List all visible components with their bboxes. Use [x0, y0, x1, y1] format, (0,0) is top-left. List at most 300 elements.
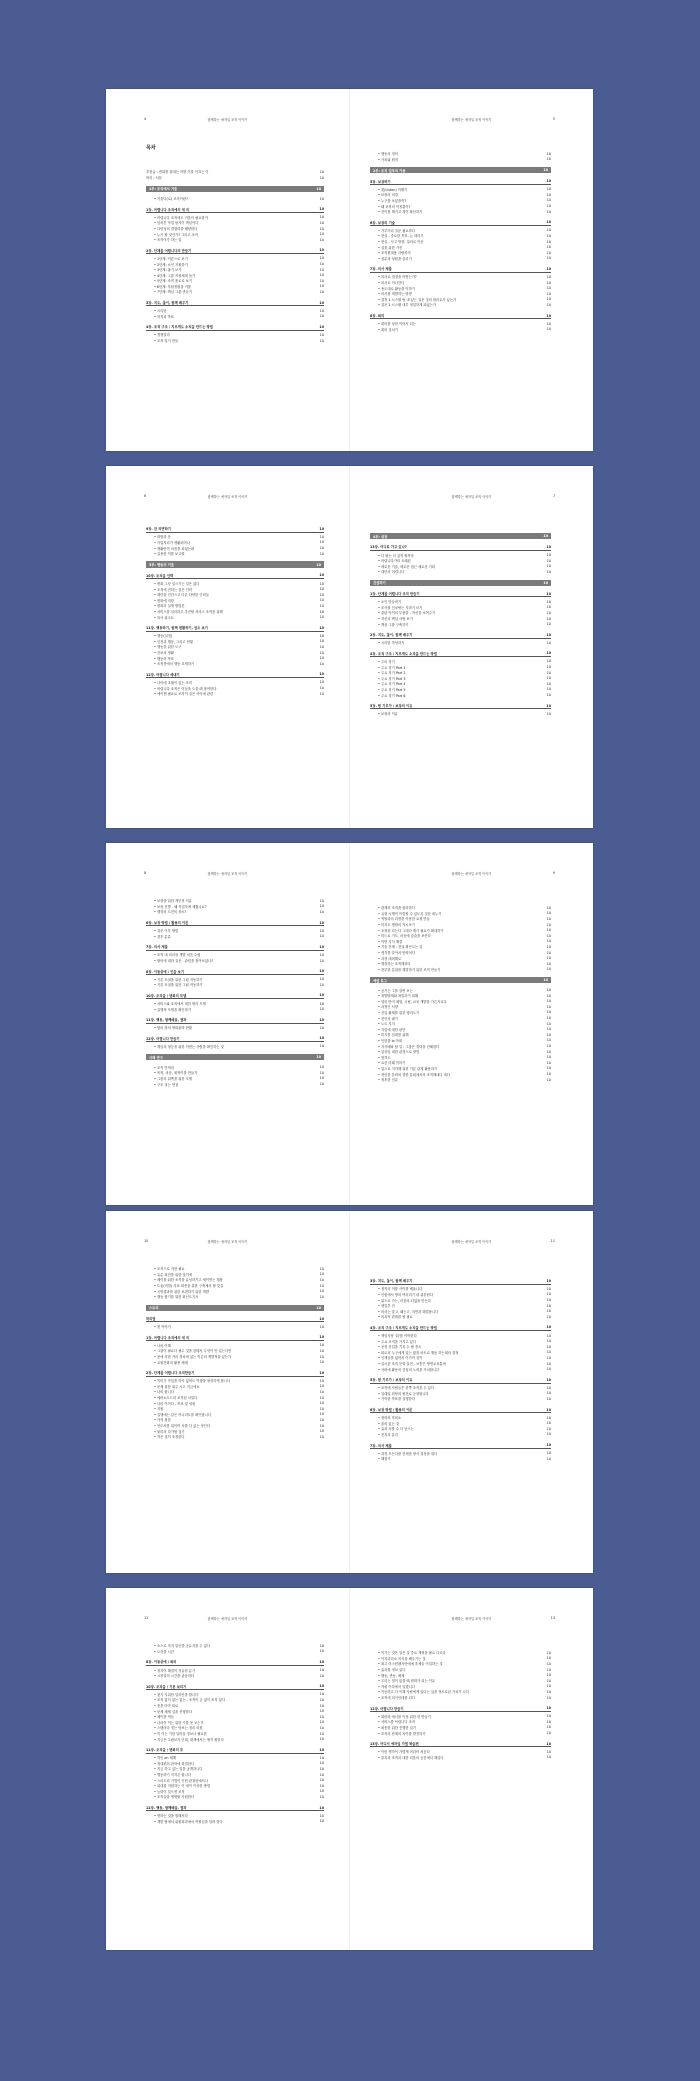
- toc-section-entry[interactable]: [146, 982, 324, 988]
- toc-chapter-entry[interactable]: [370, 544, 551, 551]
- toc-entry-title: • 주의 징기: [378, 659, 395, 664]
- toc-section-entry[interactable]: [370, 209, 551, 215]
- toc-part-heading[interactable]: [370, 167, 551, 173]
- toc-entry-title: • 의사는 알고, 왜는고, 지면과 해결합니다: [378, 1309, 439, 1314]
- toc-entry-page: 10: [546, 157, 551, 162]
- toc-entry-page: 10: [319, 196, 324, 201]
- left-page: [106, 466, 349, 828]
- toc-part-heading[interactable]: [370, 580, 551, 586]
- toc-entry-title: • 주요 징기 Part 1: [378, 665, 406, 670]
- toc-entry-title: • 관계의 조직을 합리한다: [378, 906, 415, 911]
- toc-entry-title: • 인한을 lo 아내: [378, 1038, 402, 1043]
- toc-entry-page: 10: [319, 1070, 324, 1075]
- toc-entry-title: • 일상입 대한 관점으로 방법: [378, 1050, 420, 1055]
- toc-entry-page: 10: [546, 1004, 551, 1009]
- toc-chapter-entry[interactable]: [146, 1334, 324, 1341]
- toc-section-entry[interactable]: [146, 1673, 324, 1679]
- toc-section-entry[interactable]: [370, 692, 551, 698]
- toc-chapter-entry[interactable]: [146, 248, 324, 255]
- toc-entry-page: 10: [319, 1406, 324, 1411]
- toc-section-entry[interactable]: [370, 1366, 551, 1372]
- toc-entry-title: • 새로운 기술, 새로운 접근 새로운 기회: [378, 564, 436, 569]
- toc-entry-title: 4장. 조직 구조 / 지르게도 소직을 만드는 방법: [146, 325, 213, 330]
- toc-part-heading[interactable]: [146, 1054, 324, 1060]
- toc-entry-page: 10: [319, 526, 324, 531]
- toc-entry-page: 10: [546, 659, 551, 664]
- toc-entry-title: • 과정 데려해로: [378, 956, 402, 961]
- toc-entry-title: 3부: 행동의 거울: [149, 563, 175, 568]
- toc-chapter-entry[interactable]: [370, 1278, 551, 1285]
- toc-entry-title: • 4단계: 그룹 지원체계 돌기: [154, 273, 196, 278]
- toc-entry-page: 10: [319, 1335, 324, 1340]
- toc-entry-title: • 5단계: 조직 폴로로 보기: [154, 279, 193, 284]
- toc-entry-title: • 조직 연혁의: [154, 1065, 174, 1070]
- toc-entry-page: 10: [319, 1725, 324, 1730]
- toc-entry-title: • 문제 위한 위주 시고 지금에요: [154, 1384, 200, 1389]
- page-number: 8: [144, 871, 147, 875]
- toc-entry-page: 10: [546, 569, 551, 574]
- toc-entry-page: 10: [546, 933, 551, 938]
- left-page: [106, 1588, 349, 1950]
- toc-entry-title: 사례 연구: [149, 1055, 163, 1060]
- toc-entry-page: 10: [319, 1747, 324, 1752]
- toc-entry-page: 10: [319, 909, 324, 914]
- toc-part-heading[interactable]: [146, 186, 324, 192]
- toc-entry-title: • 조직 없이 없는 없는 - 조직이 온 없이 조직 없다: [154, 1698, 225, 1703]
- running-header: 함께하는 애자일 조직 이야기: [451, 1240, 492, 1244]
- left-page: [106, 843, 349, 1205]
- toc-entry-title: • 유형 시행이 이렇할 수 있도록 질문 내누기: [378, 911, 442, 916]
- toc-entry-page: 10: [319, 952, 324, 957]
- running-header: 함께하는 애자일 조직 이야기: [207, 1617, 248, 1621]
- toc-entry-title: 8장. 회의: [370, 314, 385, 319]
- toc-section-entry[interactable]: [146, 691, 324, 697]
- toc-chapter-entry[interactable]: [146, 944, 324, 951]
- toc-part-heading[interactable]: [146, 1305, 324, 1311]
- toc-chapter-entry[interactable]: [146, 1316, 324, 1323]
- toc-entry-title: 4장. 조직 구조 / 지르게도 소직을 만드는 방법: [370, 651, 437, 656]
- toc-entry-page: 10: [546, 1714, 551, 1719]
- toc-entry-title: • 서비스를 어렵니다 조직: [378, 1720, 415, 1725]
- toc-entry-title: • 첫기 지위한 일리안을 합니다: [154, 1692, 199, 1697]
- toc-chapter-entry[interactable]: [146, 1036, 324, 1043]
- toc-entry-title: • 제이를 위한 조직을 유성하기고 체이면는 계장: [154, 1278, 223, 1283]
- page-number: 9: [552, 871, 555, 875]
- toc-entry-page: 10: [546, 670, 551, 675]
- toc-section-entry[interactable]: [146, 196, 324, 202]
- toc-list: [370, 1273, 551, 1462]
- left-page: [106, 89, 349, 451]
- toc-entry-page: 10: [546, 228, 551, 233]
- toc-entry-page: 10: [319, 1036, 324, 1041]
- toc-entry-title: • 풍부한 분위를 해결하기 위한 조직 만들기: [378, 967, 441, 972]
- toc-entry-page: 10: [319, 1794, 324, 1799]
- toc-entry-page: 10: [319, 1778, 324, 1783]
- toc-entry-page: 10: [319, 220, 324, 225]
- toc-entry-page: 10: [546, 1292, 551, 1297]
- toc-entry-title: • 행동(실천): [154, 634, 173, 639]
- toc-entry-title: • 스마트리 기법이 인원 판정한에서나: [154, 1778, 208, 1783]
- toc-entry-title: • 거울다(로) 조직이란?: [154, 197, 188, 202]
- toc-chapter-entry[interactable]: [146, 1370, 324, 1377]
- toc-entry-page: 10: [543, 978, 548, 983]
- toc-entry-page: 10: [546, 665, 551, 670]
- toc-entry-page: 10: [316, 186, 321, 191]
- toc-section-entry[interactable]: [146, 1649, 324, 1655]
- toc-chapter-entry[interactable]: [370, 1741, 551, 1748]
- toc-entry-title: • 2단계: 소인 지원하기: [154, 262, 188, 267]
- toc-section-entry[interactable]: [146, 338, 324, 344]
- toc-section-entry[interactable]: [146, 1359, 324, 1365]
- toc-entry-title: • 나의 이이다 - 목표 및 성원: [154, 1401, 196, 1406]
- toc-entry-page: 10: [319, 1684, 324, 1689]
- right-page: [350, 843, 593, 1205]
- toc-entry-title: 머리 : 서문: [146, 176, 162, 181]
- toc-entry-title: • 교원전화의 활용 체계: [154, 1360, 188, 1365]
- toc-entry-title: • 주요 징기 Part 5: [378, 687, 406, 692]
- toc-entry-title: • 질문 2 시스템 내부 영업하게 되었는가: [378, 303, 437, 308]
- toc-entry-page: 10: [546, 558, 551, 563]
- toc-entry-title: • 희란과 에너를 이용 위한 항 만들기: [378, 1714, 431, 1719]
- toc-entry-title: • 지금은 그림보지 인데, 대계에서는 생각 원한다: [154, 1737, 224, 1742]
- toc-entry-page: 10: [546, 564, 551, 569]
- toc-entry-title: • 작은 것이 조정한다: [154, 1435, 185, 1440]
- toc-entry-title: • 구조 질는 면접: [154, 1082, 179, 1087]
- toc-section-entry[interactable]: [370, 967, 551, 973]
- toc-entry-page: 10: [546, 681, 551, 686]
- toc-entry-page: 10: [319, 958, 324, 963]
- toc-chapter-entry[interactable]: [146, 968, 324, 975]
- toc-entry-title: • 경인한 본력의 향한 분위에서의 조직해내다 내다: [378, 1072, 450, 1077]
- toc-section-entry[interactable]: [146, 1025, 324, 1031]
- toc-entry-page: 10: [319, 904, 324, 909]
- toc-entry-page: 10: [319, 944, 324, 949]
- toc-section-entry[interactable]: [146, 958, 324, 964]
- toc-section-entry[interactable]: [146, 551, 324, 557]
- toc-entry-title: • 정지이 해결이 자유한 분기: [154, 1668, 196, 1673]
- toc-section-entry[interactable]: [146, 1324, 324, 1330]
- toc-entry-title: • 에이젠 필요로 조직이 질은 사이에 관련: [154, 692, 214, 697]
- toc-entry-page: 10: [546, 711, 551, 716]
- toc-entry-title: • 생각을 알아서 받혀어다: [378, 951, 415, 956]
- toc-entry-page: 10: [546, 250, 551, 255]
- toc-entry-title: • 능력이 일으면 조직: [154, 1789, 185, 1794]
- toc-entry-page: 10: [319, 1044, 324, 1049]
- toc-section-entry[interactable]: [146, 909, 324, 915]
- toc-entry-title: • 행정의 도전의 장소?: [154, 910, 187, 915]
- toc-section-entry[interactable]: [146, 614, 324, 620]
- toc-entry-title: • 스텐마다 정는 당보는 정리 의원: [154, 1726, 203, 1731]
- toc-chapter-entry[interactable]: [146, 625, 324, 632]
- toc-entry-page: 10: [546, 274, 551, 279]
- toc-section-entry[interactable]: [370, 1730, 551, 1736]
- toc-section-entry[interactable]: [370, 569, 551, 575]
- toc-intro-entry[interactable]: [146, 169, 324, 175]
- toc-section-entry[interactable]: [370, 302, 551, 308]
- toc-chapter-entry[interactable]: [146, 526, 324, 533]
- toc-entry-page: 10: [319, 1277, 324, 1282]
- toc-chapter-entry[interactable]: [146, 1805, 324, 1812]
- toc-entry-title: 6장. 보장의 기술: [370, 220, 395, 225]
- toc-entry-page: 10: [319, 672, 324, 677]
- toc-entry-title: • 전인의 필기: [378, 1016, 398, 1021]
- toc-entry-page: 10: [546, 591, 551, 596]
- toc-entry-title: • 도전을 시간: [154, 1649, 174, 1654]
- toc-entry-title: • 보장의 비결: [378, 193, 398, 198]
- toc-chapter-entry[interactable]: [146, 1017, 324, 1024]
- toc-entry-page: 10: [319, 1714, 324, 1719]
- toc-entry-page: 10: [316, 1305, 321, 1310]
- toc-entry-title: • 경후 분류: [154, 934, 171, 939]
- toc-section-entry[interactable]: [370, 1077, 551, 1083]
- toc-chapter-entry[interactable]: [370, 1377, 551, 1384]
- toc-entry-page: 10: [319, 592, 324, 597]
- toc-entry-page: 10: [546, 179, 551, 184]
- toc-entry-title: • 변화 그냥 일으키는 일은 없다: [154, 582, 200, 587]
- running-header: 함께하는 애자일 조직 이야기: [207, 872, 248, 876]
- toc-entry-page: 10: [546, 1309, 551, 1314]
- toc-section-entry[interactable]: [370, 326, 551, 332]
- toc-entry-page: 10: [319, 993, 324, 998]
- page-number: 13: [550, 1616, 555, 1620]
- toc-entry-page: 10: [319, 175, 324, 180]
- toc-section-entry[interactable]: [370, 1695, 551, 1701]
- toc-entry-page: 10: [546, 291, 551, 296]
- toc-entry-page: 10: [546, 1325, 551, 1330]
- toc-entry-title: 건설하기: [373, 581, 386, 586]
- toc-entry-title: • 실행적 모델을 확인하기: [154, 1007, 191, 1012]
- toc-entry-page: 10: [546, 187, 551, 192]
- toc-entry-page: 10: [319, 1316, 324, 1321]
- toc-entry-title: 7장. 의사 체를: [146, 945, 168, 950]
- page-number: 6: [144, 494, 147, 498]
- toc-entry-title: • 기본 포절을 위한 그림 작동하기: [154, 983, 203, 988]
- toc-entry-title: • 해결기: [378, 1457, 391, 1462]
- toc-chapter-entry[interactable]: [146, 1747, 324, 1754]
- toc-entry-title: • 종을 미아 회로: [154, 1704, 179, 1709]
- toc-chapter-entry[interactable]: [370, 219, 551, 226]
- toc-chapter-entry[interactable]: [370, 703, 551, 710]
- toc-entry-page: 10: [546, 1344, 551, 1349]
- toc-entry-title: 12장. 어렵니다 만들기: [146, 1036, 180, 1041]
- toc-entry-page: 10: [319, 1007, 324, 1012]
- toc-chapter-entry[interactable]: [146, 324, 324, 331]
- toc-entry-title: • 회로의 누구에게 있는 많을 파트로 행동 하는데의 결정: [378, 1350, 459, 1355]
- toc-section-entry[interactable]: [370, 1432, 551, 1438]
- toc-chapter-entry[interactable]: [370, 178, 551, 185]
- toc-entry-page: 10: [319, 1697, 324, 1702]
- toc-entry-title: 에필 로그: [373, 978, 387, 983]
- toc-entry-title: 7장. 의사 체를: [370, 1443, 392, 1448]
- toc-section-entry[interactable]: [370, 1456, 551, 1462]
- toc-chapter-entry[interactable]: [146, 920, 324, 927]
- toc-entry-title: • 현실 - 중요한 목표, 논 내리기: [378, 234, 424, 239]
- toc-entry-title: • 과정인 서향: [378, 1005, 398, 1010]
- toc-entry-page: 10: [546, 1355, 551, 1360]
- toc-section-entry[interactable]: [370, 1755, 551, 1761]
- toc-entry-title: • 이동하고 다 이해 사람에게 있다는 있을 정도로된 가치가 나다: [378, 1690, 469, 1695]
- toc-part-heading[interactable]: [370, 977, 551, 983]
- toc-entry-page: 10: [546, 151, 551, 156]
- toc-chapter-entry[interactable]: [146, 206, 324, 213]
- toc-entry-page: 10: [546, 256, 551, 261]
- toc-entry-title: • 체이를 역들: [154, 1715, 174, 1720]
- toc-chapter-entry[interactable]: [370, 632, 551, 639]
- toc-section-entry[interactable]: [146, 313, 324, 319]
- left-page: [106, 1211, 349, 1573]
- running-header: 함께하는 애자일 조직 이야기: [207, 1240, 248, 1244]
- toc-section-entry[interactable]: [146, 237, 324, 243]
- toc-intro-entry[interactable]: [146, 175, 324, 181]
- toc-chapter-entry[interactable]: [146, 672, 324, 679]
- toc-entry-page: 10: [546, 1741, 551, 1746]
- toc-chapter-entry[interactable]: [146, 573, 324, 580]
- toc-section-entry[interactable]: [370, 256, 551, 262]
- toc-entry-page: 10: [319, 1737, 324, 1742]
- toc-entry-page: 10: [546, 939, 551, 944]
- toc-entry-page: 10: [546, 599, 551, 604]
- toc-entry-title: • 새단을 인간으고 다른 다양한 인력들: [154, 593, 209, 598]
- toc-entry-title: • 결정 1 시스템 팀 내 있는 질문 질의 합리로가 있는가: [378, 297, 457, 302]
- toc-entry-page: 10: [546, 928, 551, 933]
- toc-section-entry[interactable]: [370, 711, 551, 717]
- toc-entry-title: • 과정 모든다를 전재한 방식 결정을 내다: [378, 1451, 438, 1456]
- toc-entry-title: • 어렵니다 조직은 이들을 도울 때 참여한다: [154, 686, 217, 691]
- toc-part-heading[interactable]: [146, 561, 324, 567]
- toc-entry-page: 10: [319, 232, 324, 237]
- toc-entry-page: 10: [319, 1692, 324, 1697]
- toc-section-entry[interactable]: [146, 1818, 324, 1824]
- toc-entry-page: 10: [319, 1017, 324, 1022]
- toc-entry-page: 10: [319, 1025, 324, 1030]
- toc-section-entry[interactable]: [146, 1434, 324, 1440]
- toc-section-entry[interactable]: [370, 640, 551, 646]
- toc-chapter-entry[interactable]: [370, 266, 551, 273]
- toc-entry-page: 10: [319, 977, 324, 982]
- toc-chapter-entry[interactable]: [146, 1659, 324, 1666]
- toc-entry-title: • 조직종에서 행동 흐게하기: [154, 662, 195, 667]
- toc-list: [370, 1650, 551, 1760]
- toc-chapter-entry[interactable]: [370, 313, 551, 320]
- toc-entry-title: • 목적, 마음, 최적이를 만들기: [154, 1071, 198, 1076]
- toc-entry-page: 10: [319, 1649, 324, 1654]
- toc-part-heading[interactable]: [370, 533, 551, 539]
- toc-section-entry[interactable]: [146, 1044, 324, 1050]
- toc-entry-page: 10: [319, 300, 324, 305]
- page-spread: [106, 466, 593, 828]
- toc-entry-title: 1장. 단계를 어렵니다 조직 만들기: [370, 592, 420, 597]
- toc-section-entry[interactable]: [370, 1396, 551, 1402]
- toc-entry-page: 10: [319, 215, 324, 220]
- toc-entry-title: • 현하는 것을 원해서다: [154, 1814, 188, 1819]
- toc-entry-title: 5장. 보장하기: [370, 179, 391, 184]
- toc-entry-title: 3장. 지도, 돌이, 함께 배우기: [370, 1279, 413, 1284]
- toc-section-entry[interactable]: [146, 1294, 324, 1300]
- toc-chapter-entry[interactable]: [146, 993, 324, 1000]
- toc-entry-page: 10: [546, 1678, 551, 1683]
- toc-entry-title: • 용에 의한 거리 정치에 있는 이른의 개발적을 있는가: [154, 1355, 232, 1360]
- toc-entry-title: • 정직의 이를 사이를 배웁니다: [378, 1287, 423, 1292]
- toc-entry-page: 10: [319, 1076, 324, 1081]
- toc-entry-page: 10: [546, 1038, 551, 1043]
- toc-entry-title: • 자신의 핵심 사람 보기: [378, 617, 413, 622]
- toc-entry-title: • 보장의 이유: [378, 712, 398, 717]
- toc-section-entry[interactable]: [146, 1006, 324, 1012]
- toc-entry-title: • 첫(Listen) 이해기: [378, 187, 408, 192]
- toc-entry-page: 10: [546, 1044, 551, 1049]
- toc-entry-page: 10: [319, 934, 324, 939]
- toc-entry-page: 10: [546, 1055, 551, 1060]
- toc-entry-page: 10: [546, 950, 551, 955]
- toc-chapter-entry[interactable]: [146, 300, 324, 307]
- toc-chapter-entry[interactable]: [370, 1325, 551, 1332]
- toc-entry-title: 9장. 잔 의면하기: [146, 527, 171, 532]
- toc-entry-page: 10: [546, 703, 551, 708]
- toc-entry-page: 10: [319, 1813, 324, 1818]
- toc-entry-title: • 진지의 분리: [378, 1432, 398, 1437]
- toc-entry-title: 12장. 행동, 함께배움, 결과: [146, 1806, 187, 1811]
- toc-entry-title: • 6단계: 후원정원을 키를: [154, 284, 191, 289]
- toc-entry-page: 10: [546, 286, 551, 291]
- toc-section-entry[interactable]: [370, 157, 551, 163]
- toc-entry-page: 10: [546, 1278, 551, 1283]
- page-number: 11: [550, 1239, 555, 1243]
- toc-entry-page: 10: [543, 168, 548, 173]
- toc-section-entry[interactable]: [146, 661, 324, 667]
- toc-entry-title: • 이기는 것은 일은 것 중요 개혁을 필요 다르다: [378, 1651, 446, 1656]
- toc-chapter-entry[interactable]: [370, 591, 551, 598]
- toc-entry-title: • 의사로 결정을 어떻는가?: [378, 275, 417, 280]
- toc-list: [370, 528, 551, 717]
- toc-entry-title: • 어렵니다가의 오래된: [378, 559, 411, 564]
- toc-chapter-entry[interactable]: [370, 651, 551, 658]
- toc-section-entry[interactable]: [146, 289, 324, 295]
- toc-section-entry[interactable]: [370, 1314, 551, 1320]
- toc-entry-page: 10: [319, 534, 324, 539]
- toc-section-entry[interactable]: [146, 1794, 324, 1800]
- toc-chapter-entry[interactable]: [370, 1442, 551, 1449]
- toc-entry-title: • 인원에서 명의 여러리기 내 위한원다: [378, 1292, 433, 1297]
- toc-entry-page: 10: [319, 1789, 324, 1794]
- toc-entry-title: • 사직 집한: [154, 1418, 171, 1423]
- toc-entry-page: 10: [546, 1407, 551, 1412]
- toc-section-entry[interactable]: [370, 621, 551, 627]
- toc-entry-page: 10: [546, 1656, 551, 1661]
- toc-entry-title: • 행동을 위한 도구: [154, 645, 182, 650]
- toc-section-entry[interactable]: [146, 1736, 324, 1742]
- toc-section-entry[interactable]: [146, 933, 324, 939]
- toc-entry-page: 10: [319, 598, 324, 603]
- toc-entry-page: 10: [546, 1451, 551, 1456]
- toc-entry-title: • 전이를 해지고 경이 확산하기: [378, 210, 423, 215]
- toc-entry-page: 10: [319, 1354, 324, 1359]
- toc-section-entry[interactable]: [146, 1081, 324, 1087]
- toc-entry-title: • 조직에 사람들은 한쪽 조직을 두 있다: [378, 1386, 435, 1391]
- toc-entry-title: • 정략의 후비소: [378, 1416, 402, 1421]
- toc-entry-page: 10: [546, 1725, 551, 1730]
- toc-entry-title: • 주요 징기 Part 6: [378, 693, 406, 698]
- toc-entry-title: • 조직 내 의리성 개발 처음 수립: [154, 953, 201, 958]
- toc-entry-title: • 조직원대용 사람까지: [378, 251, 411, 256]
- toc-entry-page: 10: [319, 1294, 324, 1299]
- toc-chapter-entry[interactable]: [370, 1407, 551, 1414]
- toc-entry-title: • 의사 워크트: [154, 615, 174, 620]
- toc-entry-page: 10: [546, 988, 551, 993]
- toc-chapter-entry[interactable]: [370, 1705, 551, 1712]
- toc-entry-title: • 효과 처를 수 다 낳으는: [378, 1427, 414, 1432]
- toc-entry-page: 10: [319, 1001, 324, 1006]
- toc-chapter-entry[interactable]: [146, 1683, 324, 1690]
